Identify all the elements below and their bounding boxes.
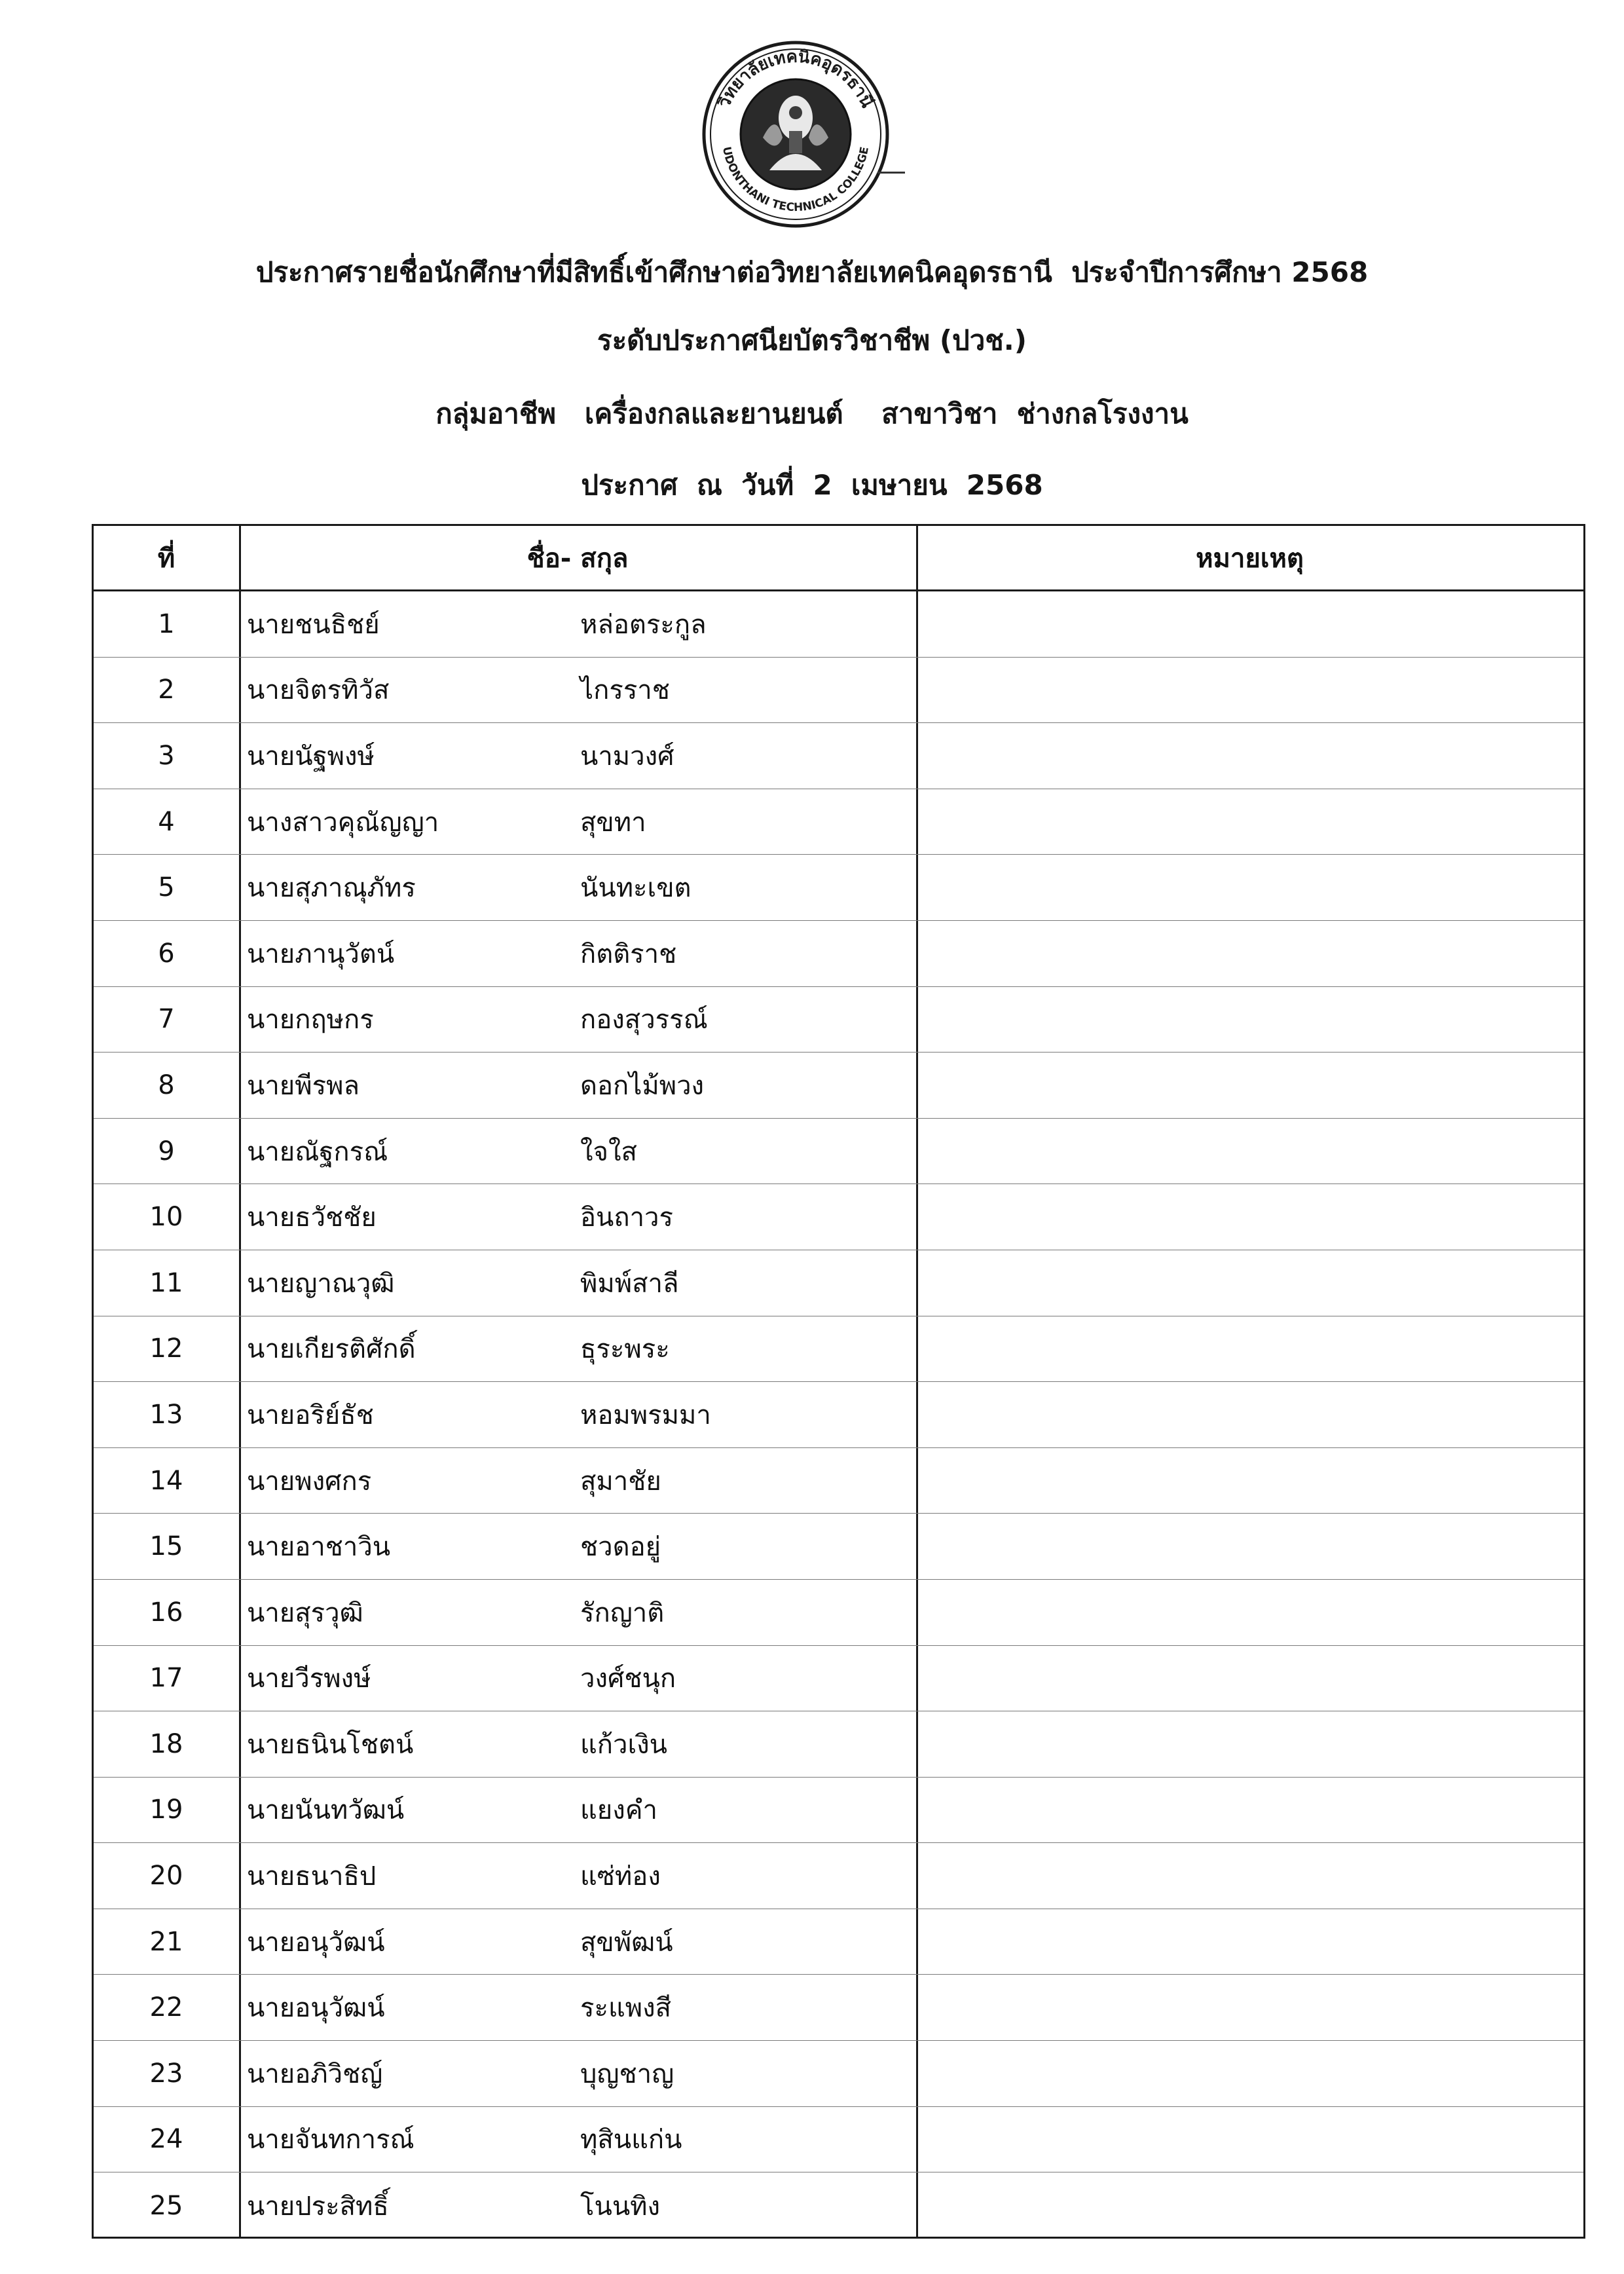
table-row (94, 1119, 1583, 1185)
table-row (94, 723, 1583, 789)
row-note (923, 2041, 1578, 2106)
first-name: นายณัฐกรณ์ (247, 1136, 388, 1167)
first-name: นายนัฐพงษ์ (247, 741, 375, 772)
education-level: ระดับประกาศนียบัตรวิชาชีพ (ปวช.) (597, 324, 1027, 356)
first-name: นายจิตรทิวัส (247, 675, 390, 706)
table-row (94, 1909, 1583, 1975)
last-name: ระแพงสี (580, 1993, 672, 2024)
row-number: 20 (149, 1861, 183, 1892)
first-name: นายสุภาณุภัทร (247, 873, 416, 904)
last-name: แซ่ท่อง (580, 1861, 661, 1892)
last-name: ดอกไม้พวง (580, 1070, 705, 1101)
row-note (923, 591, 1578, 657)
table-row (94, 1778, 1583, 1844)
last-name: รักญาติ (580, 1597, 665, 1628)
table-row (94, 855, 1583, 921)
row-note (923, 1778, 1578, 1843)
last-name: สุขทา (580, 807, 646, 838)
row-number: 16 (149, 1597, 183, 1628)
row-note (923, 1646, 1578, 1711)
table-row (94, 1382, 1583, 1448)
first-name: นายธนินโชตน์ (247, 1729, 414, 1760)
first-name: นายอภิวิชญ์ (247, 2059, 383, 2089)
table-row (94, 987, 1583, 1053)
table-row (94, 1053, 1583, 1119)
first-name: นายจันทการณ์ (247, 2125, 415, 2155)
row-note (923, 1514, 1578, 1579)
row-number: 11 (149, 1267, 183, 1298)
row-note (923, 1184, 1578, 1250)
table-row (94, 1316, 1583, 1383)
row-note (923, 987, 1578, 1053)
row-note (923, 1250, 1578, 1316)
table-row (94, 1250, 1583, 1316)
table-row (94, 591, 1583, 658)
last-name: สุขพัฒน์ (580, 1927, 673, 1958)
table-row (94, 1975, 1583, 2041)
first-name: นายธวัชชัย (247, 1202, 377, 1233)
last-name: ใจใส (580, 1136, 637, 1167)
student-table (92, 524, 1585, 2239)
first-name: นายประสิทธิ์ (247, 2191, 389, 2222)
last-name: แก้วเงิน (580, 1729, 668, 1760)
program-line: กลุ่มอาชีพ เครื่องกลและยานยนต์ สาขาวิชา ช่างกลโรงงาน (435, 398, 1189, 430)
row-number: 4 (158, 806, 175, 837)
row-note (923, 723, 1578, 789)
first-name: นายพีรพล (247, 1070, 360, 1101)
last-name: ธุระพระ (580, 1334, 670, 1365)
first-name: นายอาชาวิน (247, 1532, 391, 1563)
last-name: โนนทิง (580, 2191, 661, 2222)
last-name: วงศ์ชนุก (580, 1664, 676, 1694)
first-name: นายอนุวัฒน์ (247, 1927, 385, 1958)
row-number: 13 (149, 1399, 183, 1430)
last-name: หอมพรมมา (580, 1400, 711, 1430)
row-note (923, 1711, 1578, 1777)
announcement-title: ประกาศรายชื่อนักศึกษาที่มีสิทธิ์เข้าศึกษาต่อวิทยาลัยเทคนิคอุดรธานี ประจำปีการศึกษา 2568 (255, 256, 1369, 288)
row-number: 5 (158, 872, 175, 903)
table-row (94, 1448, 1583, 1514)
last-name: ไกรราช (580, 675, 670, 706)
last-name: กิตติราช (580, 939, 677, 969)
seal-text-top: วิทยาลัยเทคนิคอุดรธานี (714, 47, 877, 111)
row-number: 22 (149, 1992, 183, 2023)
row-number: 1 (158, 608, 175, 639)
row-number: 12 (149, 1333, 183, 1364)
table-row (94, 2041, 1583, 2107)
first-name: นายวีรพงษ์ (247, 1664, 371, 1694)
row-number: 21 (149, 1926, 183, 1957)
row-number: 24 (149, 2124, 183, 2155)
first-name: นายชนธิชย์ (247, 609, 380, 640)
row-note (923, 1843, 1578, 1909)
row-note (923, 921, 1578, 986)
table-row (94, 2107, 1583, 2173)
row-note (923, 1382, 1578, 1447)
row-note (923, 1580, 1578, 1645)
row-number: 14 (149, 1465, 183, 1496)
table-row (94, 1843, 1583, 1909)
seal-text-bottom: UDONTHANI TECHNICAL COLLEGE (719, 145, 872, 215)
row-number: 15 (149, 1531, 183, 1562)
last-name: แยงคำ (580, 1795, 657, 1826)
first-name: นายกฤษกร (247, 1005, 374, 1035)
row-note (923, 1975, 1578, 2040)
first-name: นายอนุวัฒน์ (247, 1993, 385, 2024)
last-name: ทุสินแก่น (580, 2125, 682, 2155)
row-note (923, 1316, 1578, 1382)
last-name: พิมพ์สาลี (580, 1268, 679, 1299)
table-body (94, 591, 1583, 2239)
row-note (923, 1053, 1578, 1118)
last-name: หล่อตระกูล (580, 609, 707, 640)
row-note (923, 1119, 1578, 1184)
row-number: 8 (158, 1070, 175, 1100)
row-note (923, 2107, 1578, 2172)
table-row (94, 2172, 1583, 2239)
row-number: 18 (149, 1728, 183, 1759)
row-note (923, 658, 1578, 723)
college-seal-icon (684, 39, 907, 229)
first-name: นายภานุวัตน์ (247, 939, 395, 969)
last-name: กองสุวรรณ์ (580, 1005, 708, 1035)
last-name: สุมาชัย (580, 1466, 661, 1497)
table-row (94, 1580, 1583, 1646)
header-note: หมายเหตุ (1196, 544, 1304, 574)
first-name: นายอริย์ธัช (247, 1400, 374, 1430)
table-row (94, 1514, 1583, 1580)
row-number: 9 (158, 1136, 175, 1166)
first-name: นางสาวคุณัญญา (247, 807, 439, 838)
table-header (94, 526, 1583, 591)
row-note (923, 1448, 1578, 1514)
last-name: บุญชาญ (580, 2059, 674, 2089)
table-row (94, 1711, 1583, 1778)
row-number: 2 (158, 675, 175, 705)
row-number: 17 (149, 1663, 183, 1694)
announcement-date: ประกาศ ณ วันที่ 2 เมษายน 2568 (581, 469, 1043, 501)
first-name: นายธนาธิป (247, 1861, 377, 1892)
row-number: 3 (158, 740, 175, 771)
table-row (94, 789, 1583, 855)
row-note (923, 1909, 1578, 1975)
first-name: นายญาณวุฒิ (247, 1268, 395, 1299)
table-row (94, 1184, 1583, 1250)
table-row (94, 658, 1583, 724)
first-name: นายสุรวุฒิ (247, 1597, 363, 1628)
row-number: 6 (158, 938, 175, 969)
last-name: นันทะเขต (580, 873, 692, 904)
last-name: อินถาวร (580, 1202, 673, 1233)
header-no: ที่ (157, 544, 175, 574)
row-note (923, 2172, 1578, 2239)
first-name: นายเกียรติศักดิ์ (247, 1334, 416, 1365)
header-name: ชื่อ- สกุล (526, 544, 629, 574)
row-number: 10 (149, 1202, 183, 1233)
row-note (923, 855, 1578, 920)
row-number: 23 (149, 2058, 183, 2089)
row-number: 19 (149, 1795, 183, 1825)
seal-mark-stroke (877, 172, 905, 174)
row-number: 7 (158, 1004, 175, 1035)
first-name: นายพงศกร (247, 1466, 372, 1497)
table-row (94, 1646, 1583, 1712)
first-name: นายนันทวัฒน์ (247, 1795, 405, 1826)
row-note (923, 789, 1578, 855)
last-name: นามวงศ์ (580, 741, 674, 772)
table-row (94, 921, 1583, 987)
row-number: 25 (149, 2190, 183, 2221)
last-name: ชวดอยู่ (580, 1532, 661, 1563)
